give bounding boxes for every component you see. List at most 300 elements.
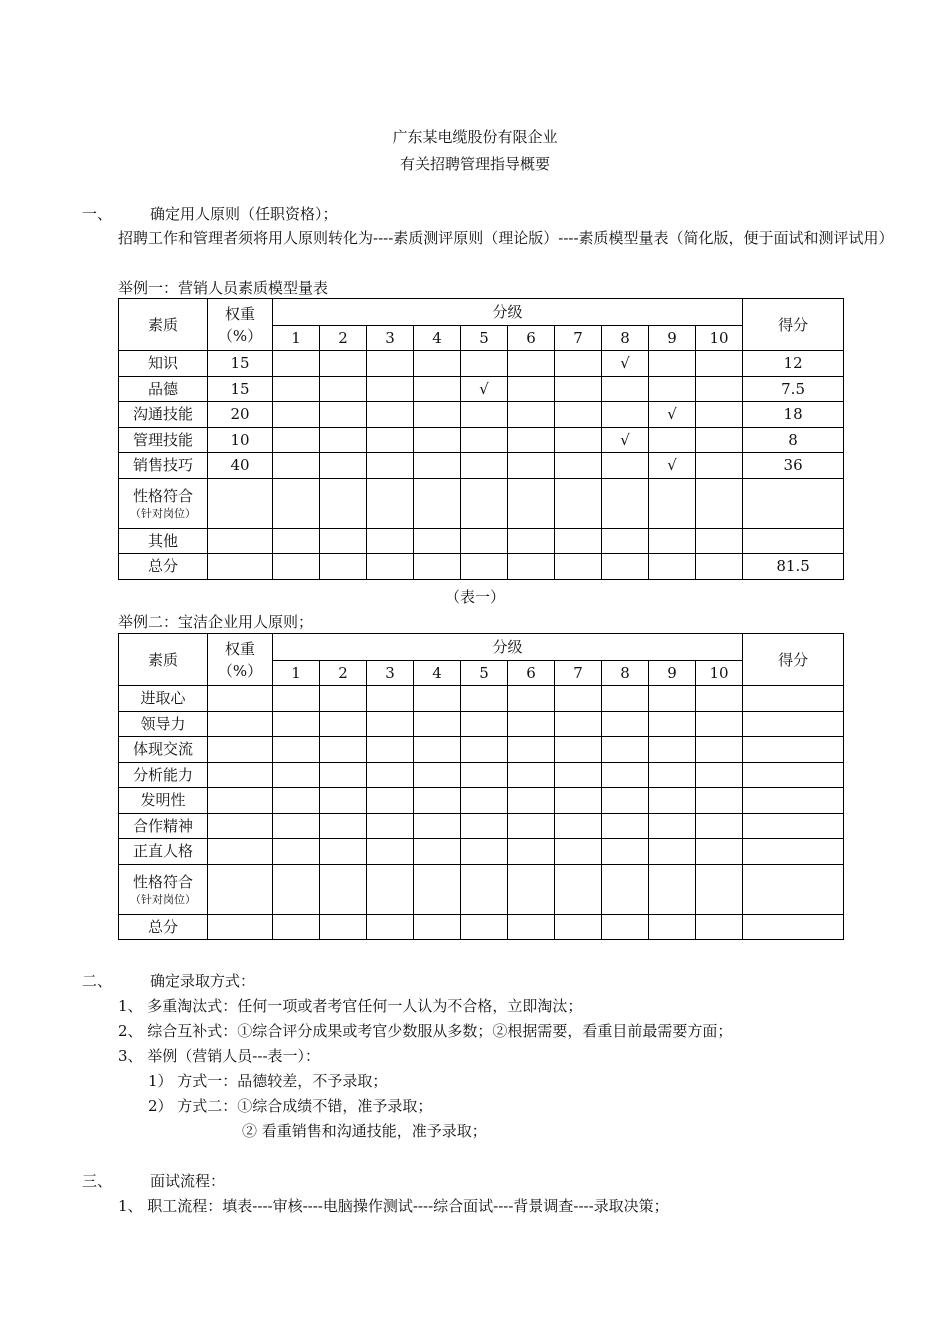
row-level-4 [414, 453, 461, 479]
table-row [119, 351, 844, 377]
row-level-2 [320, 711, 367, 737]
section1-heading: 确定用人原则（任职资格）； [150, 205, 338, 223]
row-level-1 [273, 554, 320, 580]
row-level-7 [555, 351, 602, 377]
row-quality [119, 478, 208, 528]
row-level-3 [367, 427, 414, 453]
row-level-10 [696, 914, 743, 940]
row-score: 12 [743, 351, 844, 377]
row-score [743, 788, 844, 814]
section1-number: 一、 [82, 205, 113, 223]
row-level-1 [273, 453, 320, 479]
header-level-7: 7 [555, 661, 602, 686]
row-level-7 [555, 478, 602, 528]
row-level-9 [649, 813, 696, 839]
row-level-1 [273, 528, 320, 554]
row-level-8 [602, 839, 649, 865]
row-quality: 品德 [119, 376, 208, 402]
section3-item-1: 1、 职工流程：填表----审核----电脑操作测试----综合面试----背景调查----录取决策； [118, 1197, 669, 1215]
row-level-3 [367, 788, 414, 814]
row-level-7 [555, 554, 602, 580]
row-level-4 [414, 839, 461, 865]
row-level-9 [649, 554, 696, 580]
row-weight [208, 813, 273, 839]
row-quality: 领导力 [119, 711, 208, 737]
row-score [743, 762, 844, 788]
row-level-8 [602, 554, 649, 580]
row-weight: 15 [208, 376, 273, 402]
header-weight [208, 634, 273, 686]
section3-number: 三、 [82, 1172, 113, 1190]
row-level-10 [696, 788, 743, 814]
row-score: 81.5 [743, 554, 844, 580]
header-level-3: 3 [367, 661, 414, 686]
row-level-1 [273, 839, 320, 865]
section2-number: 二、 [82, 972, 113, 990]
header-level-9: 9 [649, 661, 696, 686]
header-weight-label: 权重 [224, 304, 255, 323]
row-level-6 [508, 864, 555, 914]
row-quality: 发明性 [119, 788, 208, 814]
row-level-7 [555, 427, 602, 453]
header-level-10: 10 [696, 326, 743, 351]
row-level-2 [320, 554, 367, 580]
row-level-3 [367, 478, 414, 528]
row-level-8 [602, 686, 649, 712]
row-level-10 [696, 839, 743, 865]
row-weight [208, 478, 273, 528]
row-level-1 [273, 864, 320, 914]
row-score: 18 [743, 402, 844, 428]
row-level-4 [414, 402, 461, 428]
row-level-10 [696, 351, 743, 377]
section2-subitem-2: 2） 方式二：①综合成绩不错，准予录取； [148, 1097, 433, 1115]
row-level-6 [508, 376, 555, 402]
row-level-3 [367, 914, 414, 940]
row-level-6 [508, 711, 555, 737]
header-level-10: 10 [696, 661, 743, 686]
table-row [119, 737, 844, 763]
row-weight [208, 839, 273, 865]
row-level-2 [320, 762, 367, 788]
header-level-2: 2 [320, 326, 367, 351]
row-level-4 [414, 478, 461, 528]
row-score [743, 737, 844, 763]
row-level-2 [320, 788, 367, 814]
row-quality: 进取心 [119, 686, 208, 712]
row-level-6 [508, 402, 555, 428]
row-level-10 [696, 528, 743, 554]
row-level-5 [461, 427, 508, 453]
table-row [119, 839, 844, 865]
row-level-9 [649, 686, 696, 712]
row-weight: 10 [208, 427, 273, 453]
row-score [743, 711, 844, 737]
row-level-1 [273, 711, 320, 737]
row-level-2 [320, 839, 367, 865]
header-quality: 素质 [119, 299, 208, 351]
row-level-8 [602, 427, 649, 453]
header-weight-unit: （%） [217, 661, 263, 680]
row-level-5 [461, 402, 508, 428]
row-level-2 [320, 864, 367, 914]
row-level-9 [649, 762, 696, 788]
row-level-1 [273, 351, 320, 377]
row-level-6 [508, 737, 555, 763]
row-level-7 [555, 762, 602, 788]
document-title: 广东某电缆股份有限企业 [392, 128, 558, 146]
row-level-10 [696, 737, 743, 763]
row-level-7 [555, 839, 602, 865]
header-level-4: 4 [414, 326, 461, 351]
row-score [743, 864, 844, 914]
row-level-2 [320, 478, 367, 528]
row-quality: 分析能力 [119, 762, 208, 788]
row-level-5 [461, 711, 508, 737]
header-grade: 分级 [273, 299, 743, 326]
header-level-6: 6 [508, 661, 555, 686]
row-score [743, 686, 844, 712]
row-level-10 [696, 402, 743, 428]
row-level-2 [320, 351, 367, 377]
row-quality-note: （针对岗位） [130, 893, 196, 906]
row-level-7 [555, 528, 602, 554]
table-sales-competency [118, 298, 844, 580]
row-weight: 15 [208, 351, 273, 377]
row-level-1 [273, 737, 320, 763]
row-level-5 [461, 453, 508, 479]
header-level-8: 8 [602, 661, 649, 686]
header-level-4: 4 [414, 661, 461, 686]
row-weight [208, 711, 273, 737]
row-level-5 [461, 914, 508, 940]
row-weight [208, 686, 273, 712]
row-level-10 [696, 686, 743, 712]
row-level-10 [696, 453, 743, 479]
check-mark: √ [620, 354, 630, 373]
row-level-8 [602, 864, 649, 914]
row-level-4 [414, 427, 461, 453]
row-level-1 [273, 376, 320, 402]
table-row [119, 813, 844, 839]
row-level-7 [555, 376, 602, 402]
row-level-7 [555, 788, 602, 814]
section2-heading: 确定录取方式： [150, 972, 256, 990]
table1-caption: （表一） [444, 588, 505, 606]
row-level-4 [414, 711, 461, 737]
row-level-2 [320, 737, 367, 763]
row-score [743, 478, 844, 528]
section1-paragraph: 招聘工作和管理者须将用人原则转化为----素质测评原则（理论版）----素质模型量表（简化版，便于面试和测评试用） [118, 229, 894, 247]
row-level-3 [367, 686, 414, 712]
row-level-3 [367, 737, 414, 763]
row-level-4 [414, 737, 461, 763]
row-level-6 [508, 839, 555, 865]
row-level-10 [696, 711, 743, 737]
row-level-5 [461, 686, 508, 712]
row-level-3 [367, 376, 414, 402]
row-level-9 [649, 839, 696, 865]
check-mark: √ [479, 379, 489, 398]
row-level-9 [649, 478, 696, 528]
row-level-2 [320, 813, 367, 839]
row-level-3 [367, 864, 414, 914]
header-quality: 素质 [119, 634, 208, 686]
row-level-5 [461, 864, 508, 914]
row-level-6 [508, 914, 555, 940]
row-level-6 [508, 453, 555, 479]
row-level-1 [273, 762, 320, 788]
row-level-10 [696, 427, 743, 453]
header-level-9: 9 [649, 326, 696, 351]
row-level-8 [602, 762, 649, 788]
row-level-1 [273, 914, 320, 940]
example1-title: 举例一：营销人员素质模型量表 [118, 279, 329, 297]
row-level-6 [508, 762, 555, 788]
row-level-9 [649, 528, 696, 554]
section2-item-1: 1、 多重淘汰式：任何一项或者考官任何一人认为不合格，立即淘汰； [118, 997, 583, 1015]
header-grade: 分级 [273, 634, 743, 661]
row-score [743, 839, 844, 865]
row-level-7 [555, 686, 602, 712]
row-level-2 [320, 686, 367, 712]
row-level-3 [367, 402, 414, 428]
table-row [119, 554, 844, 580]
row-level-7 [555, 914, 602, 940]
row-level-6 [508, 686, 555, 712]
row-level-6 [508, 478, 555, 528]
row-score: 7.5 [743, 376, 844, 402]
row-level-5 [461, 478, 508, 528]
row-level-4 [414, 554, 461, 580]
header-weight-label: 权重 [224, 639, 255, 658]
row-level-8 [602, 453, 649, 479]
row-level-7 [555, 864, 602, 914]
section2-subitem-1: 1） 方式一：品德较差，不予录取； [148, 1072, 388, 1090]
header-row [119, 299, 844, 326]
row-level-6 [508, 427, 555, 453]
row-level-8 [602, 737, 649, 763]
row-level-8 [602, 376, 649, 402]
header-level-8: 8 [602, 326, 649, 351]
row-level-2 [320, 402, 367, 428]
row-quality: 沟通技能 [119, 402, 208, 428]
header-row [119, 634, 844, 661]
document-subtitle: 有关招聘管理指导概要 [399, 155, 550, 173]
row-level-9 [649, 453, 696, 479]
row-level-8 [602, 788, 649, 814]
row-level-10 [696, 864, 743, 914]
check-mark: √ [667, 456, 677, 475]
row-level-7 [555, 711, 602, 737]
row-level-4 [414, 914, 461, 940]
row-weight: 40 [208, 453, 273, 479]
row-level-8 [602, 478, 649, 528]
row-level-2 [320, 376, 367, 402]
row-quality: 正直人格 [119, 839, 208, 865]
row-quality: 管理技能 [119, 427, 208, 453]
row-level-8 [602, 711, 649, 737]
row-level-3 [367, 351, 414, 377]
row-level-9 [649, 711, 696, 737]
row-level-10 [696, 762, 743, 788]
row-quality [119, 864, 208, 914]
table-row [119, 478, 844, 528]
table-row [119, 402, 844, 428]
table-row [119, 788, 844, 814]
row-quality: 其他 [119, 528, 208, 554]
row-level-1 [273, 427, 320, 453]
row-level-6 [508, 813, 555, 839]
row-weight [208, 737, 273, 763]
row-level-3 [367, 711, 414, 737]
table-row [119, 864, 844, 914]
table-row [119, 376, 844, 402]
header-level-2: 2 [320, 661, 367, 686]
row-level-3 [367, 453, 414, 479]
row-level-5 [461, 788, 508, 814]
row-level-8 [602, 813, 649, 839]
header-level-5: 5 [461, 661, 508, 686]
row-level-1 [273, 788, 320, 814]
row-level-4 [414, 788, 461, 814]
header-level-3: 3 [367, 326, 414, 351]
row-level-9 [649, 914, 696, 940]
row-score: 36 [743, 453, 844, 479]
row-level-8 [602, 402, 649, 428]
row-level-7 [555, 453, 602, 479]
row-weight [208, 864, 273, 914]
row-level-1 [273, 402, 320, 428]
row-level-5 [461, 737, 508, 763]
row-quality-name: 性格符合 [132, 487, 193, 505]
row-weight [208, 762, 273, 788]
row-level-3 [367, 762, 414, 788]
row-quality: 合作精神 [119, 813, 208, 839]
header-weight-unit: （%） [217, 326, 263, 345]
row-level-8 [602, 351, 649, 377]
row-level-5 [461, 813, 508, 839]
header-level-6: 6 [508, 326, 555, 351]
row-level-6 [508, 351, 555, 377]
row-quality: 总分 [119, 914, 208, 940]
row-quality: 体现交流 [119, 737, 208, 763]
row-score [743, 528, 844, 554]
table-pg-principles [118, 633, 844, 940]
row-quality: 知识 [119, 351, 208, 377]
header-level-5: 5 [461, 326, 508, 351]
row-level-5 [461, 351, 508, 377]
row-level-1 [273, 686, 320, 712]
row-weight [208, 788, 273, 814]
row-level-8 [602, 914, 649, 940]
header-level-1: 1 [273, 326, 320, 351]
row-score [743, 813, 844, 839]
row-level-4 [414, 762, 461, 788]
row-level-5 [461, 376, 508, 402]
row-level-5 [461, 528, 508, 554]
row-weight [208, 914, 273, 940]
row-level-2 [320, 453, 367, 479]
row-level-9 [649, 402, 696, 428]
row-level-10 [696, 478, 743, 528]
header-score: 得分 [743, 299, 844, 351]
section2-subitem-2-cont: ② 看重销售和沟通技能，准予录取； [242, 1122, 487, 1140]
row-level-5 [461, 839, 508, 865]
row-level-4 [414, 864, 461, 914]
row-level-1 [273, 478, 320, 528]
row-level-9 [649, 351, 696, 377]
check-mark: √ [620, 430, 630, 449]
table-row [119, 427, 844, 453]
row-level-6 [508, 528, 555, 554]
row-level-7 [555, 402, 602, 428]
table-row [119, 762, 844, 788]
row-score: 8 [743, 427, 844, 453]
example2-title: 举例二：宝洁企业用人原则； [118, 613, 314, 631]
row-level-9 [649, 376, 696, 402]
row-level-2 [320, 427, 367, 453]
section2-item-3: 3、 举例（营销人员---表一）： [118, 1047, 321, 1065]
header-score: 得分 [743, 634, 844, 686]
table-row [119, 914, 844, 940]
row-level-6 [508, 788, 555, 814]
row-level-3 [367, 839, 414, 865]
header-weight [208, 299, 273, 351]
row-level-5 [461, 554, 508, 580]
row-level-3 [367, 528, 414, 554]
row-level-10 [696, 813, 743, 839]
row-level-9 [649, 427, 696, 453]
row-quality-note: （针对岗位） [130, 507, 196, 520]
row-level-3 [367, 554, 414, 580]
row-level-4 [414, 686, 461, 712]
table-row [119, 528, 844, 554]
row-level-4 [414, 351, 461, 377]
row-level-5 [461, 762, 508, 788]
row-level-6 [508, 554, 555, 580]
table-row [119, 711, 844, 737]
check-mark: √ [667, 405, 677, 424]
row-level-2 [320, 528, 367, 554]
row-level-9 [649, 788, 696, 814]
header-level-1: 1 [273, 661, 320, 686]
section2-item-2: 2、 综合互补式：①综合评分成果或考官少数服从多数；②根据需要，看重目前最需要方面； [118, 1022, 733, 1040]
row-level-2 [320, 914, 367, 940]
row-score [743, 914, 844, 940]
header-level-7: 7 [555, 326, 602, 351]
row-level-8 [602, 528, 649, 554]
row-level-10 [696, 554, 743, 580]
table-row [119, 686, 844, 712]
row-quality: 销售技巧 [119, 453, 208, 479]
row-level-4 [414, 528, 461, 554]
row-level-10 [696, 376, 743, 402]
row-quality: 总分 [119, 554, 208, 580]
row-level-4 [414, 376, 461, 402]
section3-heading: 面试流程： [150, 1172, 226, 1190]
row-weight: 20 [208, 402, 273, 428]
row-weight [208, 528, 273, 554]
row-level-9 [649, 737, 696, 763]
row-level-7 [555, 813, 602, 839]
row-level-3 [367, 813, 414, 839]
row-weight [208, 554, 273, 580]
row-level-9 [649, 864, 696, 914]
row-quality-name: 性格符合 [132, 873, 193, 891]
row-level-4 [414, 813, 461, 839]
row-level-1 [273, 813, 320, 839]
